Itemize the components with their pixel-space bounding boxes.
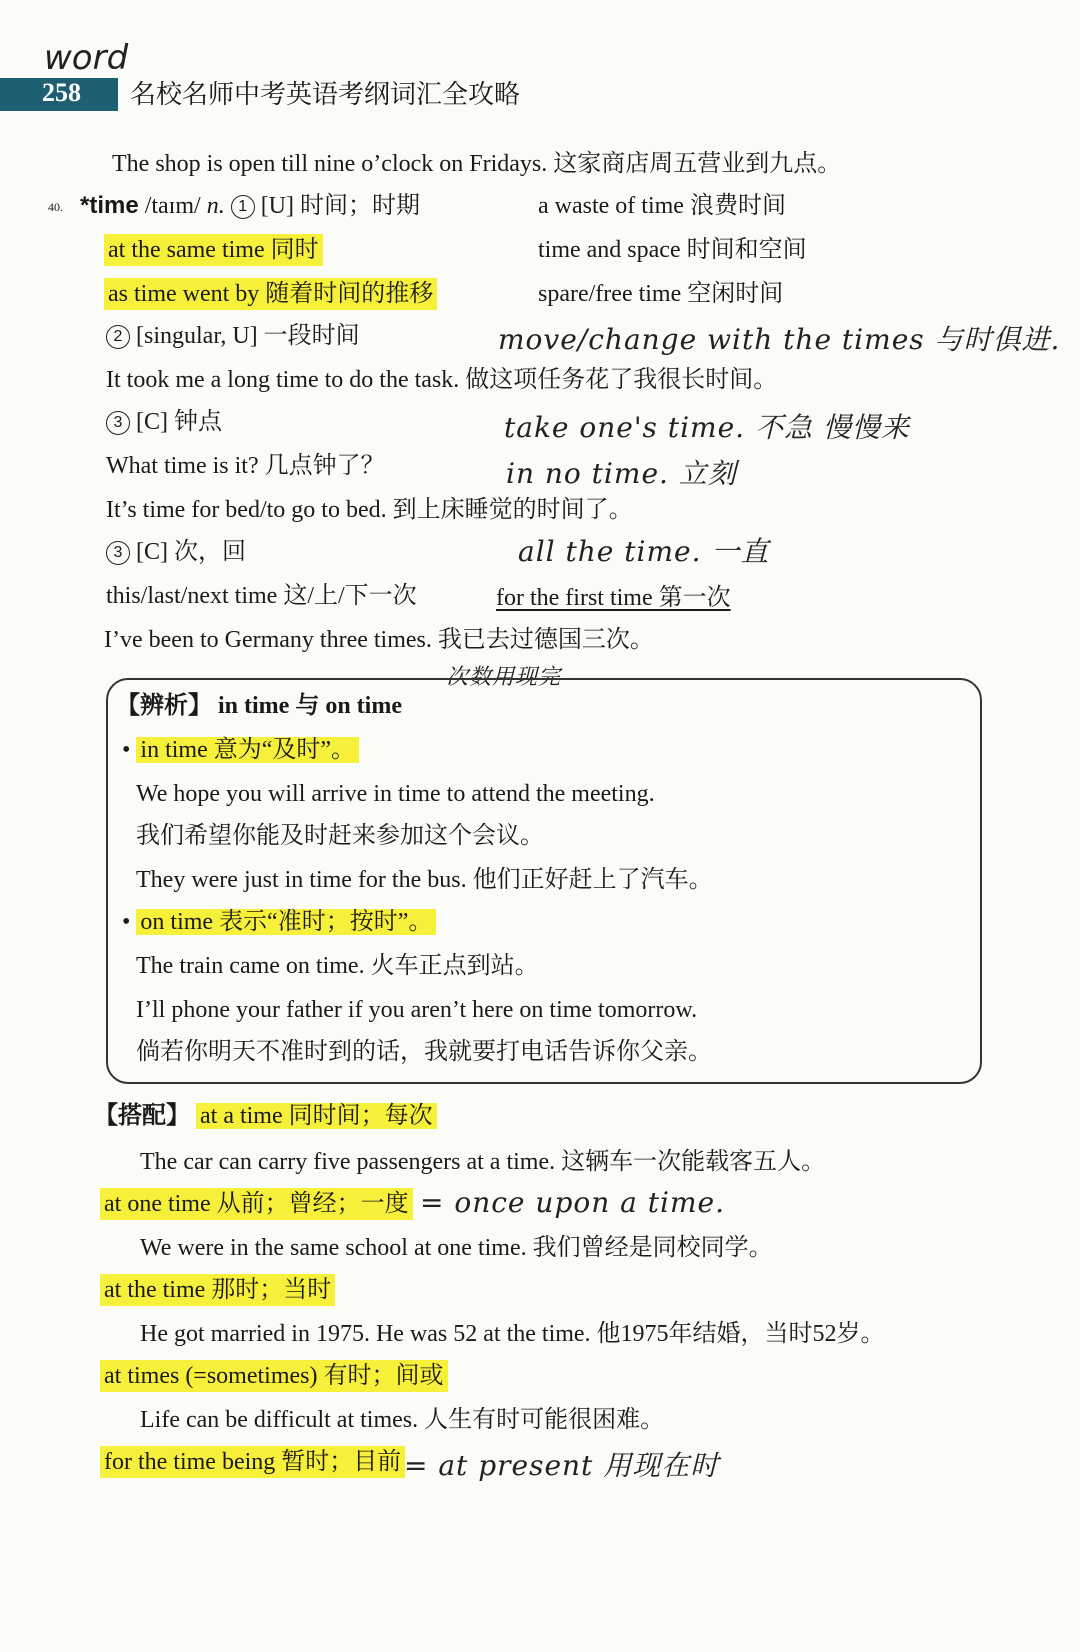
sense2-number: 2 [106, 325, 130, 349]
time-and-space: time and space 时间和空间 [538, 237, 807, 263]
entry-number: 40. [48, 200, 63, 214]
handwriting-once-upon: = once upon a time. [420, 1186, 725, 1219]
sense2 [106, 320, 360, 352]
at-a-time-example: The car can carry five passengers at a time. 这辆车一次能载客五人。 [140, 1149, 826, 1175]
analysis-ex4-cn: 倘若你明天不准时到的话，我就要打电话告诉你父亲。 [136, 1039, 712, 1065]
header-underline [0, 108, 118, 111]
sense1-number: 1 [231, 195, 255, 219]
book-title: 名校名师中考英语考纲词汇全攻略 [130, 80, 521, 110]
handwriting-in-no-time: in no time. 立刻 [506, 457, 737, 490]
sense1-def: [U] 时间；时期 [260, 193, 421, 219]
sense4-def: [C] 次，回 [136, 539, 246, 565]
germany-sentence: I’ve been to Germany three times. 我已去过德国三次。 [104, 627, 654, 653]
analysis-title: in time 与 on time [218, 693, 402, 719]
time-for-bed-sentence: It’s time for bed/to go to bed. 到上床睡觉的时间了。 [106, 497, 633, 523]
spare-time: spare/free time 空闲时间 [538, 281, 784, 307]
collocation-label: 【搭配】 [94, 1102, 190, 1129]
handwriting-take-time: take one's time. 不急 慢慢来 [504, 411, 910, 444]
long-time-sentence: It took me a long time to do the task. 做这项任务花了我很长时间。 [106, 367, 778, 393]
analysis-heading [116, 690, 402, 722]
sense2-def: [singular, U] 一段时间 [136, 323, 360, 349]
entry-word: *time [80, 192, 139, 219]
time-being-phrase: for the time being 暂时；目前 [100, 1446, 405, 1478]
sense3-def: [C] 钟点 [136, 409, 222, 435]
analysis-ex4: I’ll phone your father if you aren’t here on time tomorrow. [136, 997, 698, 1023]
entry-phonetic: /taɪm/ [144, 193, 201, 219]
page-number: 258 [42, 78, 81, 107]
analysis-ex1-cn: 我们希望你能及时赶来参加这个会议。 [136, 823, 544, 849]
shop-sentence: The shop is open till nine o’clock on Fridays. 这家商店周五营业到九点。 [112, 151, 842, 177]
time-went-by-phrase: as time went by 随着时间的推移 [104, 278, 437, 310]
handwriting-move-change: move/change with the times 与时俱进. [498, 323, 1061, 356]
analysis-ex2: They were just in time for the bus. 他们正好赶上了汽车。 [136, 867, 713, 893]
sense3-number: 3 [106, 411, 130, 435]
at-one-time-example: We were in the same school at one time. 我们曾经是同校同学。 [140, 1235, 773, 1261]
sense3 [106, 406, 222, 438]
analysis-point2: • on time 表示“准时；按时”。 [122, 906, 436, 938]
header-word-label: word [44, 38, 129, 78]
at-a-time-phrase: at a time 同时间；每次 [196, 1103, 437, 1129]
at-the-time-phrase: at the time 那时；当时 [100, 1274, 335, 1306]
point2-text: on time 表示“准时；按时”。 [136, 909, 436, 935]
analysis-ex3: The train came on time. 火车正点到站。 [136, 953, 539, 979]
at-times-phrase: at times (=sometimes) 有时；间或 [100, 1360, 448, 1392]
sense4 [106, 536, 246, 568]
analysis-label: 【辨析】 [116, 692, 212, 719]
this-last-next: this/last/next time 这/上/下一次 [106, 583, 417, 609]
handwriting-all-the-time: all the time. 一直 [518, 535, 770, 568]
handwriting-count-note: 次数用现完 [446, 665, 562, 690]
same-time-phrase: at the same time 同时 [104, 234, 323, 266]
collocation-heading [94, 1100, 437, 1132]
point1-text: in time 意为“及时”。 [136, 737, 359, 763]
entry-pos: n. [206, 193, 225, 219]
at-the-time-example: He got married in 1975. He was 52 at the time. 他1975年结婚，当时52岁。 [140, 1321, 885, 1347]
handwriting-at-present: = at present 用现在时 [404, 1449, 720, 1482]
waste-of-time: a waste of time 浪费时间 [538, 193, 786, 219]
entry-headword [80, 190, 420, 222]
at-one-time-phrase: at one time 从前；曾经；一度 [100, 1188, 413, 1220]
sense4-number: 3 [106, 541, 130, 565]
at-times-example: Life can be difficult at times. 人生有时可能很困难。 [140, 1407, 665, 1433]
what-time-sentence: What time is it? 几点钟了？ [106, 453, 385, 479]
analysis-point1: • in time 意为“及时”。 [122, 734, 359, 766]
analysis-ex1: We hope you will arrive in time to attend the meeting. [136, 781, 655, 807]
first-time-phrase: for the first time 第一次 [496, 585, 731, 611]
